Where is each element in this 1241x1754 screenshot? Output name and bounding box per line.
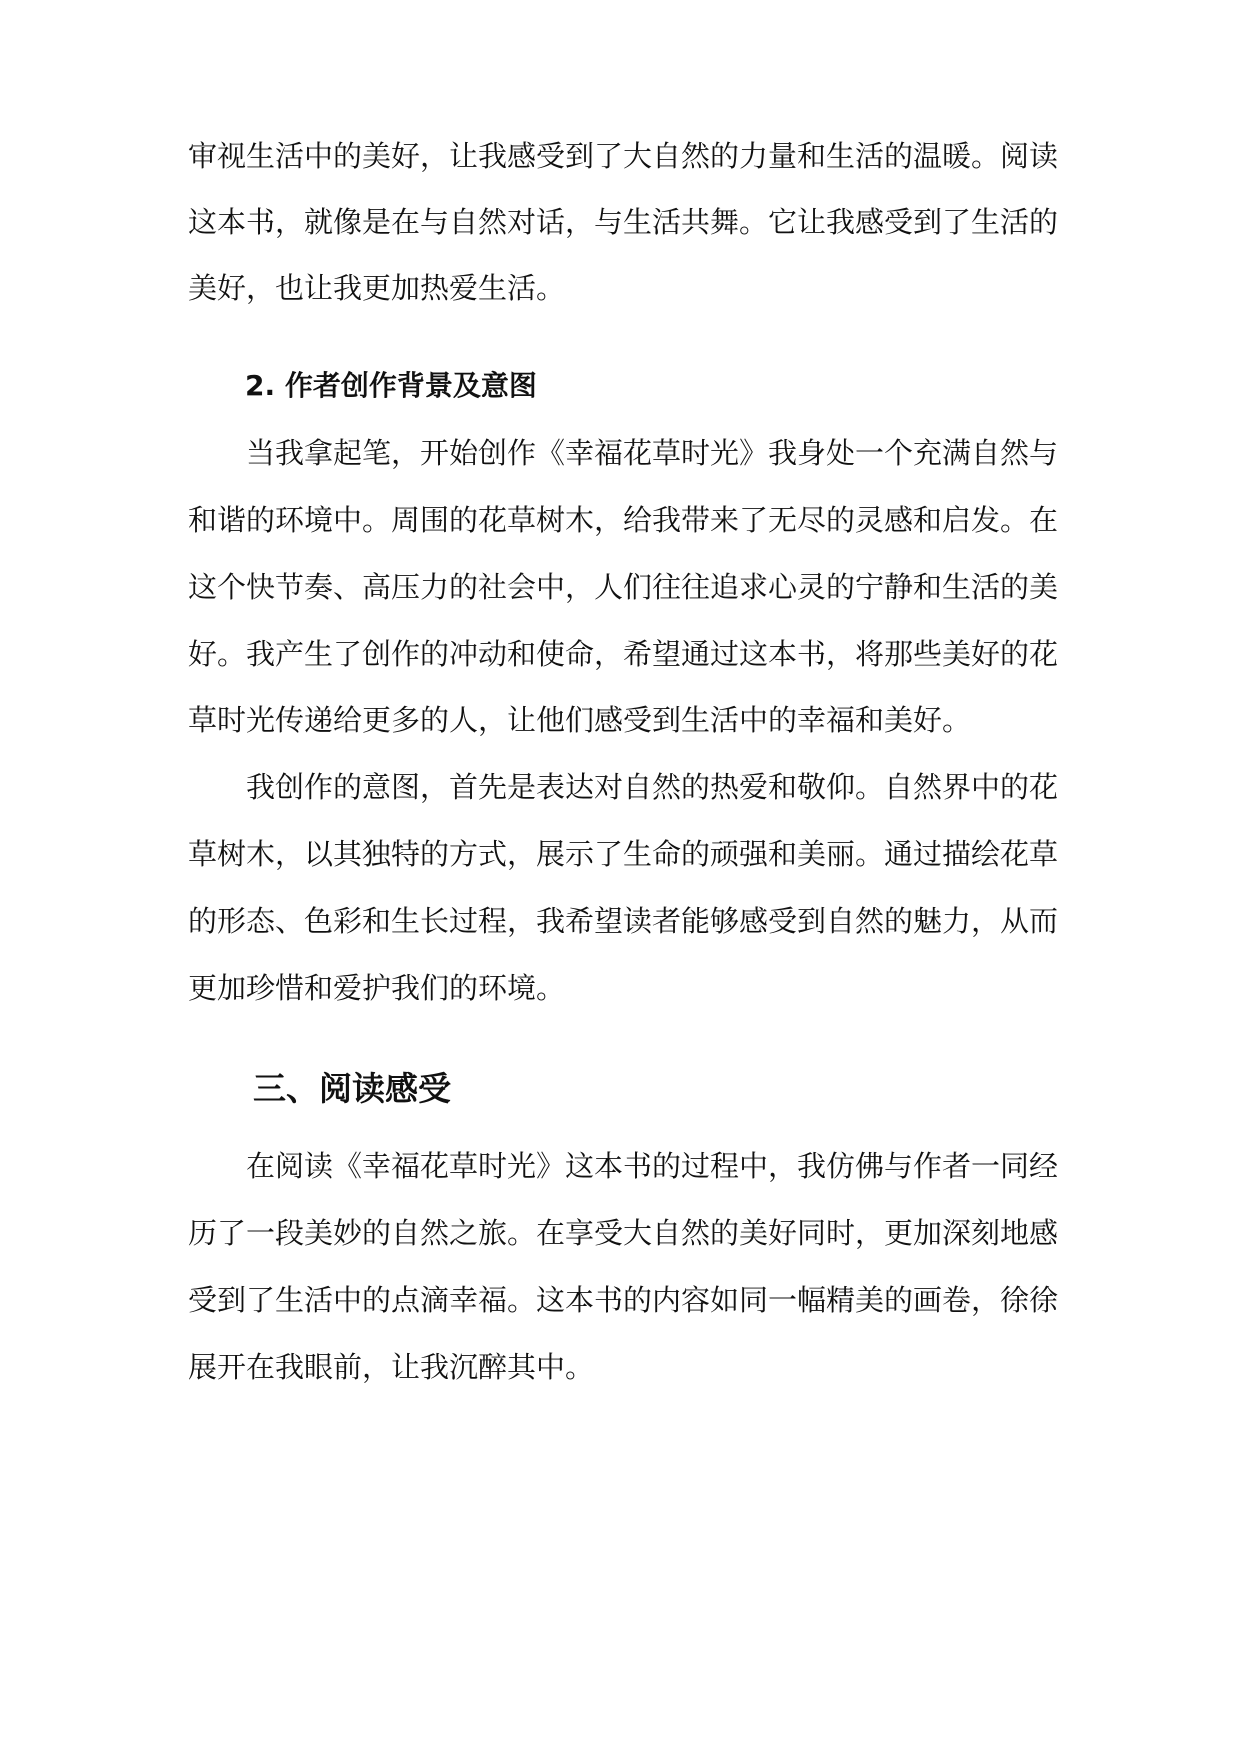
paragraph-line: 受到了生活中的点滴幸福。这本书的内容如同一幅精美的画卷，徐徐 xyxy=(188,1283,1059,1317)
paragraph-line: 草树木，以其独特的方式，展示了生命的顽强和美丽。通过描绘花草 xyxy=(188,837,1059,871)
paragraph-line: 在阅读《幸福花草时光》这本书的过程中，我仿佛与作者一同经 xyxy=(246,1149,1059,1183)
paragraph-line: 这个快节奏、高压力的社会中，人们往往追求心灵的宁静和生活的美 xyxy=(188,570,1059,604)
paragraph-line: 当我拿起笔，开始创作《幸福花草时光》我身处一个充满自然与 xyxy=(246,436,1059,470)
paragraph-line: 审视生活中的美好，让我感受到了大自然的力量和生活的温暖。阅读 xyxy=(188,139,1059,173)
paragraph-line: 展开在我眼前，让我沉醉其中。 xyxy=(188,1350,595,1384)
section-heading: 三、阅读感受 xyxy=(253,1069,451,1108)
paragraph-line: 美好，也让我更加热爱生活。 xyxy=(188,271,566,305)
paragraph-line: 好。我产生了创作的冲动和使命，希望通过这本书，将那些美好的花 xyxy=(188,637,1059,671)
paragraph-line: 草时光传递给更多的人，让他们感受到生活中的幸福和美好。 xyxy=(188,703,972,737)
paragraph-line: 这本书，就像是在与自然对话，与生活共舞。它让我感受到了生活的 xyxy=(188,205,1059,239)
paragraph-line: 历了一段美妙的自然之旅。在享受大自然的美好同时，更加深刻地感 xyxy=(188,1216,1059,1250)
paragraph-line: 和谐的环境中。周围的花草树木，给我带来了无尽的灵感和启发。在 xyxy=(188,503,1059,537)
paragraph-line: 我创作的意图，首先是表达对自然的热爱和敬仰。自然界中的花 xyxy=(246,770,1059,804)
paragraph-line: 更加珍惜和爱护我们的环境。 xyxy=(188,971,566,1005)
section-heading: 2. 作者创作背景及意图 xyxy=(245,369,537,402)
paragraph-line: 的形态、色彩和生长过程，我希望读者能够感受到自然的魅力，从而 xyxy=(188,904,1059,938)
